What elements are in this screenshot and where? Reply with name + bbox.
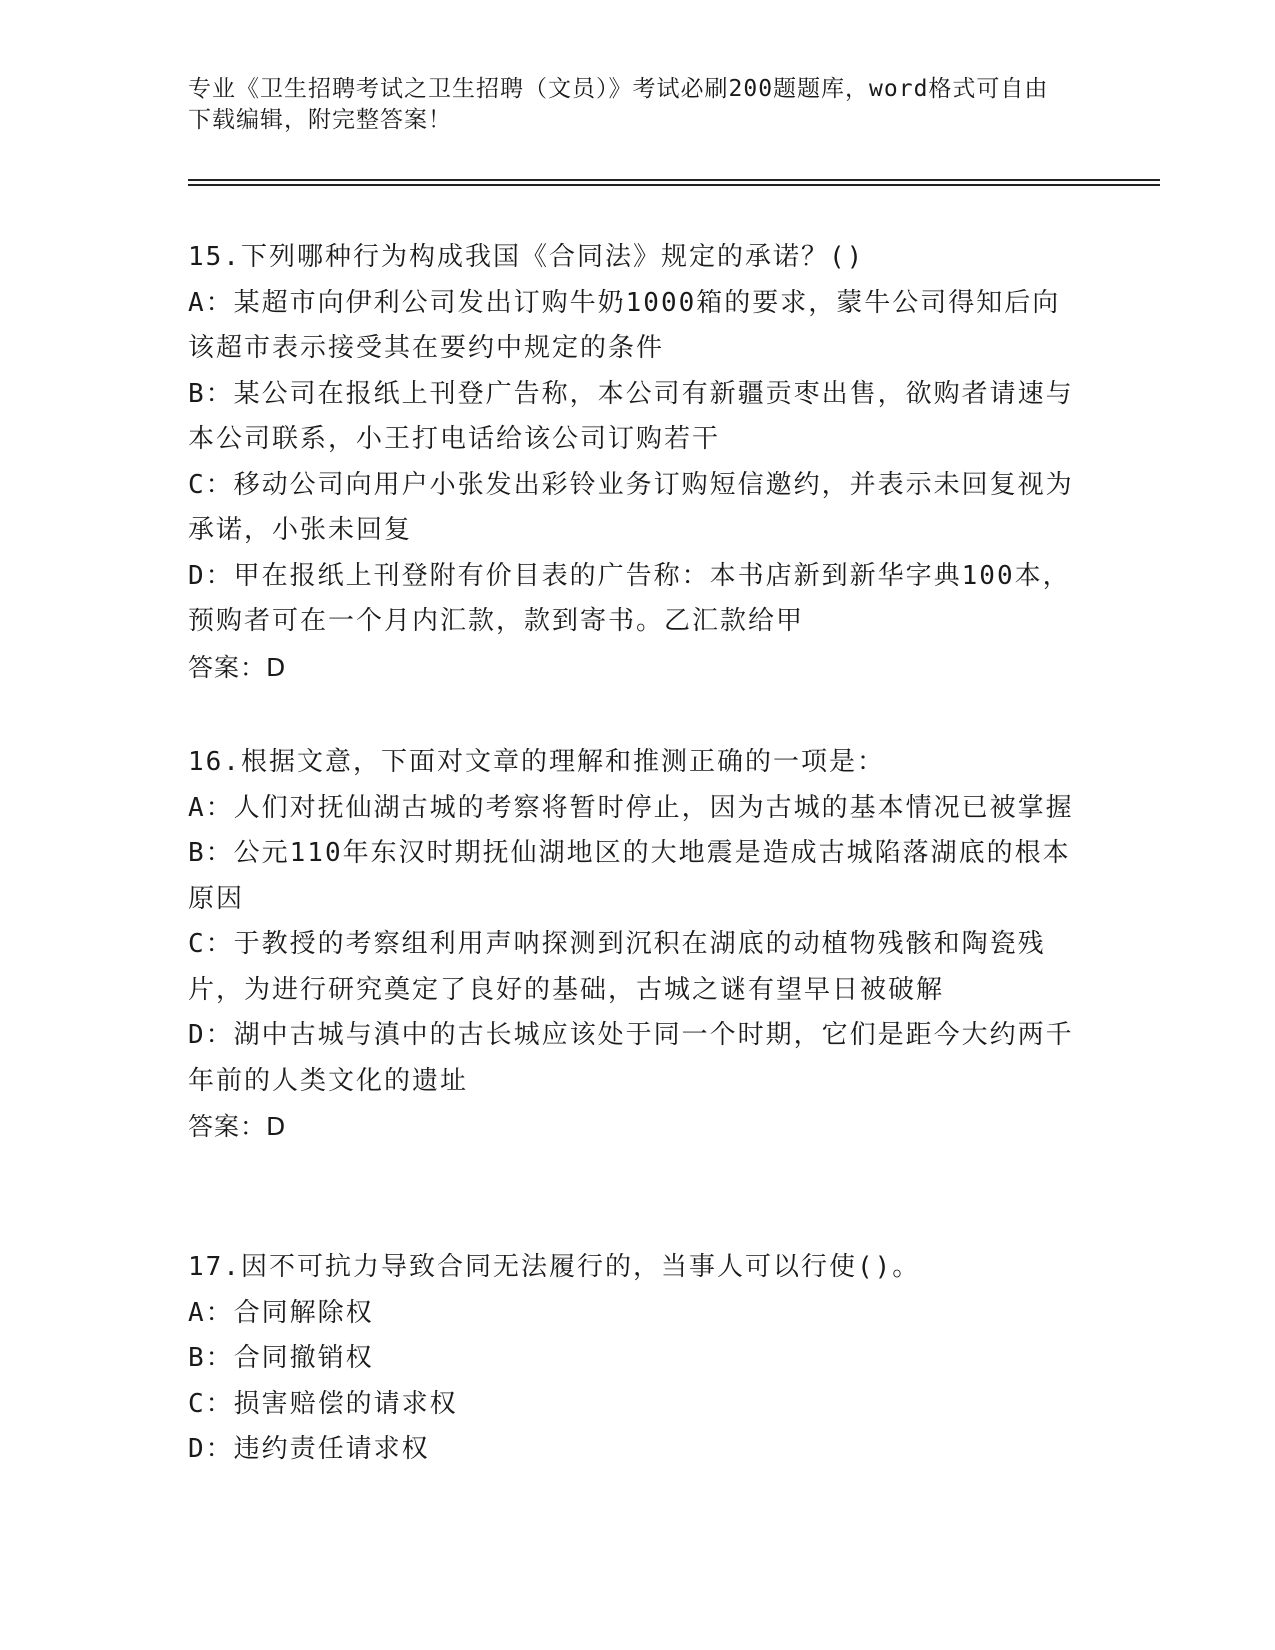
question-16: [188, 740, 1078, 1150]
question-stem: 16.根据文意，下面对文章的理解和推测正确的一项是：: [188, 747, 885, 777]
option-b: B：某公司在报纸上刊登广告称，本公司有新疆贡枣出售，欲购者请速与本公司联系，小王打电话给该公司订购若干: [188, 378, 1074, 454]
header-divider-bottom: [188, 184, 1160, 186]
option-d: D：违约责任请求权: [188, 1434, 430, 1464]
question-15: [188, 235, 1078, 690]
document-header: [188, 74, 1068, 136]
option-a: A：合同解除权: [188, 1297, 374, 1328]
option-d: D：湖中古城与滇中的古长城应该处于同一个时期，它们是距今大约两千年前的人类文化的遗址: [188, 1020, 1074, 1096]
option-b: B：合同撤销权: [188, 1343, 374, 1373]
option-b: B：公元110年东汉时期抚仙湖地区的大地震是造成古城陷落湖底的根本原因: [188, 838, 1071, 914]
option-c: C：于教授的考察组利用声呐探测到沉积在湖底的动植物残骸和陶瓷残片，为进行研究奠定了良好的基础，古城之谜有望早日被破解: [188, 929, 1046, 1005]
question-stem: 17.因不可抗力导致合同无法履行的，当事人可以行使()。: [188, 1252, 921, 1282]
option-c: C：损害赔偿的请求权: [188, 1388, 458, 1419]
question-17: [188, 1245, 1078, 1473]
question-stem: 15.下列哪种行为构成我国《合同法》规定的承诺？(): [188, 242, 865, 272]
answer-label: 答案：D: [188, 652, 287, 682]
option-c: C：移动公司向用户小张发出彩铃业务订购短信邀约，并表示未回复视为承诺，小张未回复: [188, 469, 1074, 545]
header-divider-top: [188, 179, 1160, 181]
header-text: 专业《卫生招聘考试之卫生招聘（文员）》考试必刷200题题库，word格式可自由下载编辑，附完整答案！: [188, 76, 1049, 133]
option-a: A：某超市向伊利公司发出订购牛奶1000箱的要求，蒙牛公司得知后向该超市表示接受其在要约中规定的条件: [188, 287, 1061, 363]
answer-label: 答案：D: [188, 1112, 287, 1141]
option-d: D：甲在报纸上刊登附有价目表的广告称：本书店新到新华字典100本，预购者可在一个月内汇款，款到寄书。乙汇款给甲: [188, 560, 1071, 636]
option-a: A：人们对抚仙湖古城的考察将暂时停止，因为古城的基本情况已被掌握: [188, 792, 1074, 823]
